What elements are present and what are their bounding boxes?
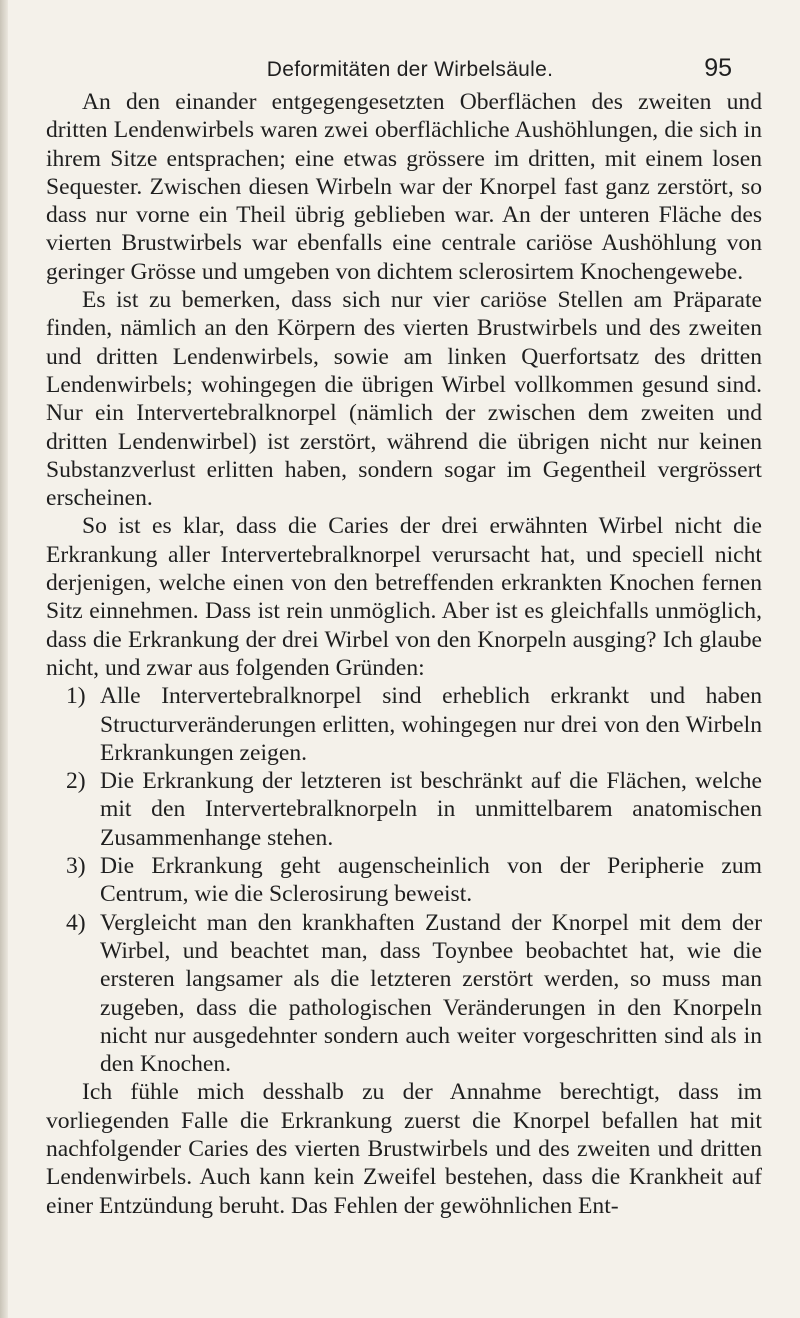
page-number: 95: [704, 54, 732, 82]
body-text: [46, 88, 762, 1220]
reason-text: Alle Intervertebralknorpel sind erheblich erkrankt und haben Structurveränderungen erlitten, wohingegen nur drei von den Wirbeln Erkrankungen zeigen.: [100, 683, 762, 766]
page-binding-edge: [0, 0, 8, 1318]
paragraph: So ist es klar, dass die Caries der drei erwähnten Wirbel nicht die Erkrankung aller Intervertebralknorpel verursacht hat, und speciell nicht derjenigen, welche einen von den betreffenden erkrankten Knochen fernen Sitz einnehmen. Dass ist rein unmöglich. Aber ist es gleichfalls unmöglich, dass die Erkrankung der drei Wirbel von den Knorpeln ausging? Ich glaube nicht, und zwar aus folgenden Gründen:: [46, 513, 762, 681]
reason-item: [46, 852, 762, 909]
paragraph-conclusion: Ich fühle mich desshalb zu der Annahme berechtigt, dass im vorliegenden Falle die Erkrankung zuerst die Knorpel befallen hat mit nachfolgender Caries des vierten Brustwirbels und des zweiten und dritten Lendenwirbels. Auch kann kein Zweifel bestehen, dass die Krankheit auf einer Entzündung beruht. Das Fehlen der gewöhnlichen Ent-: [46, 1079, 762, 1219]
reason-number: 4): [66, 909, 86, 936]
paragraph: An den einander entgegengesetzten Oberflächen des zweiten und dritten Lendenwirbels waren zwei oberflächliche Aushöhlungen, die sich in ihrem Sitze entsprachen; eine etwas grössere im dritten, mit einem losen Sequester. Zwischen diesen Wirbeln war der Knorpel fast ganz zerstört, so dass nur vorne ein Theil übrig geblieben war. An der unteren Fläche des vierten Brustwirbels war ebenfalls eine centrale cariöse Aushöhlung von geringer Grösse und umgeben von dichtem sclerosirtem Knochengewebe.: [46, 89, 762, 285]
reason-item: [46, 909, 762, 1079]
reason-number: 3): [66, 853, 86, 880]
reason-text: Vergleicht man den krankhaften Zustand der Knorpel mit dem der Wirbel, und beachtet man, dass Toynbee beobachtet hat, wie die ersteren langsamer als die letzteren zerstört werden, so muss man zugeben, dass die pathologischen Veränderungen in den Knorpeln nicht nur ausgedehnter sondern auch weiter vorgeschritten sind als in den Knochen.: [100, 909, 762, 1078]
reason-item: [46, 767, 762, 852]
paragraph: Es ist zu bemerken, dass sich nur vier cariöse Stellen am Präparate finden, nämlich an den Körpern des vierten Brustwirbels und des zweiten und dritten Lendenwirbels, sowie am linken Querfortsatz des dritten Lendenwirbels; wohingegen die übrigen Wirbel vollkommen gesund sind. Nur ein Intervertebralknorpel (nämlich der zwischen dem zweiten und dritten Lendenwirbel) ist zerstört, während die übrigen nicht nur keinen Substanzverlust erlitten haben, sondern sogar im Gegentheil vergrössert erscheinen.: [46, 287, 762, 512]
running-title: Deformitäten der Wirbelsäule.: [266, 58, 554, 81]
reason-item: [46, 682, 762, 767]
page-header: [60, 54, 760, 90]
reason-number: 2): [66, 768, 86, 795]
reason-text: Die Erkrankung der letzteren ist beschränkt auf die Flächen, welche mit den Intervertebralknorpeln in unmittelbarem anatomischen Zusammenhange stehen.: [100, 768, 762, 851]
reason-number: 1): [66, 683, 86, 710]
reason-text: Die Erkrankung geht augenscheinlich von der Peripherie zum Centrum, wie die Sclerosirung beweist.: [100, 853, 762, 908]
reasons-list: [46, 682, 762, 1078]
